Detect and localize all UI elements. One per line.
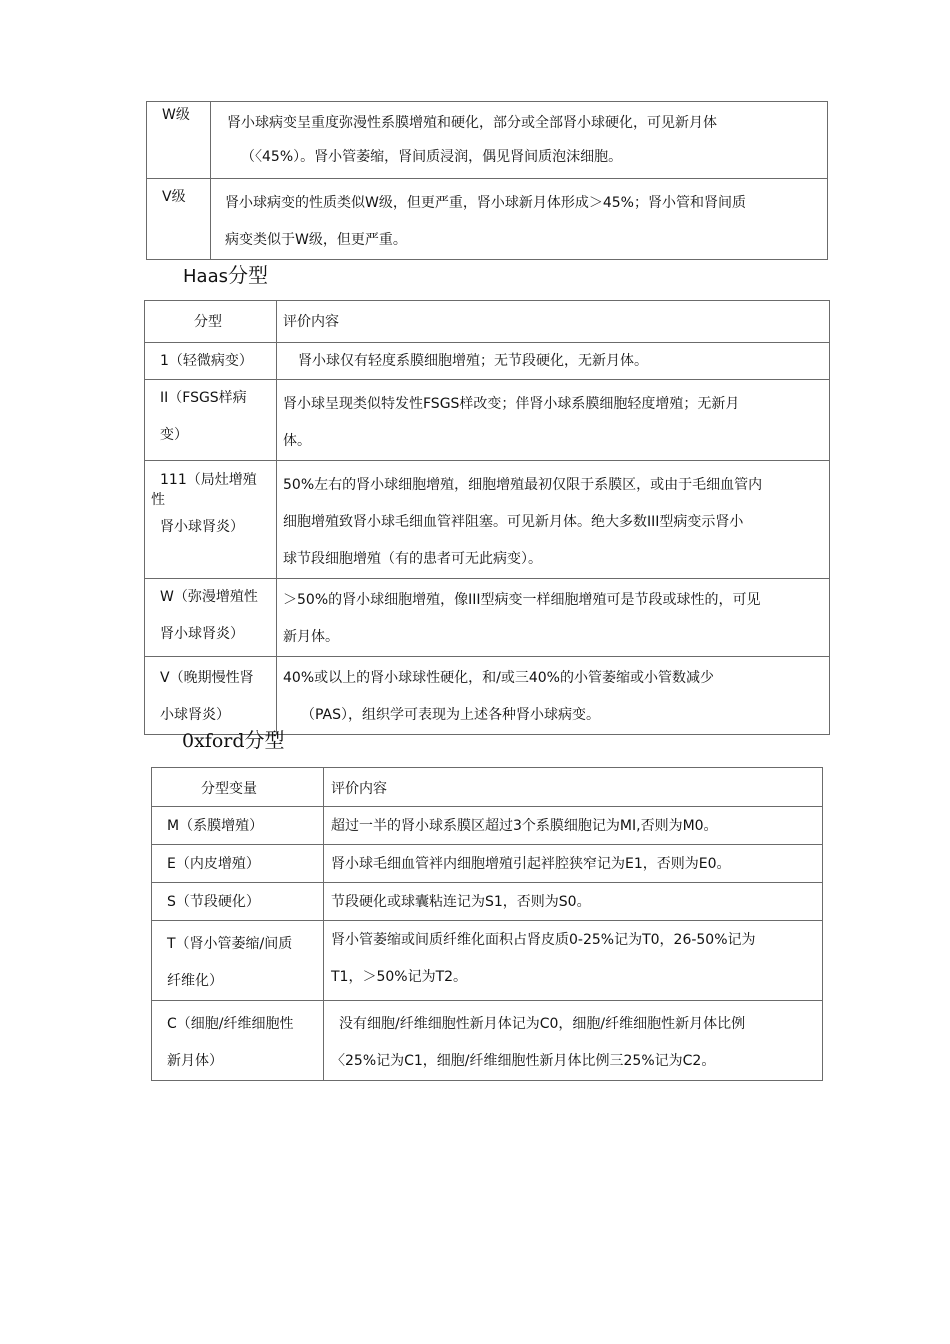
desc-cell-line: 球节段细胞增殖（有的患者可无此病变）。: [283, 551, 542, 567]
grade-table: [146, 101, 828, 260]
type-cell-line: V（晚期慢性肾: [160, 670, 254, 686]
section-title-haas: [183, 259, 268, 288]
var-cell-line: E（内皮增殖）: [167, 856, 260, 872]
table-row: [152, 1001, 823, 1081]
var-cell-line: 新月体）: [167, 1053, 223, 1069]
grade-desc-line: 病变类似于W级，但更严重。: [225, 232, 407, 248]
type-cell-line: 肾小球肾炎）: [160, 519, 244, 535]
grade-label: W级: [162, 107, 190, 123]
table-row: [145, 380, 830, 461]
table-row: [145, 461, 830, 579]
section-title-prefix: Haas: [183, 266, 228, 287]
desc-cell-line: 50%左右的肾小球细胞增殖，细胞增殖最初仅限于系膜区，或由于毛细血管内: [283, 477, 763, 493]
desc-cell-line: 细胞增殖致肾小球毛细血管袢阻塞。可见新月体。绝大多数III型病变示肾小: [283, 514, 744, 530]
column-header: 评价内容: [331, 781, 387, 797]
desc-cell-line: 体。: [283, 433, 311, 449]
grade-desc-line: 肾小球病变的性质类似W级，但更严重，肾小球新月体形成＞45%；肾小管和肾间质: [225, 195, 746, 211]
column-header: 分型: [194, 314, 222, 330]
table-row: [145, 657, 830, 735]
desc-cell-line: （PAS），组织学可表现为上述各种肾小球病变。: [301, 707, 601, 723]
section-title-suffix: 分型: [227, 263, 268, 287]
table-header-row: [145, 301, 830, 343]
desc-cell-line: 没有细胞/纤维细胞性新月体记为C0，细胞/纤维细胞性新月体比例: [339, 1016, 746, 1032]
column-header: 评价内容: [283, 314, 339, 330]
desc-cell-line: 肾小球毛细血管袢内细胞增殖引起袢腔狭窄记为E1，否则为E0。: [331, 856, 731, 872]
desc-cell-line: 肾小球呈现类似特发性FSGS样改变；伴肾小球系膜细胞轻度增殖；无新月: [283, 396, 740, 412]
desc-cell-line: 肾小管萎缩或间质纤维化面积占肾皮质0-25%记为T0，26-50%记为: [331, 932, 756, 948]
type-cell-line: 性: [151, 492, 165, 508]
desc-cell-line: 〈25%记为C1，细胞/纤维细胞性新月体比例三25%记为C2。: [331, 1053, 716, 1069]
table-row: [145, 579, 830, 657]
grade-desc-line: 肾小球病变呈重度弥漫性系膜增殖和硬化，部分或全部肾小球硬化，可见新月体: [227, 115, 717, 131]
table-header-row: [152, 768, 823, 807]
haas-table: [144, 300, 830, 735]
section-title-prefix: 0xford: [182, 730, 245, 752]
desc-cell-line: 肾小球仅有轻度系膜细胞增殖；无节段硬化，无新月体。: [298, 353, 648, 369]
type-cell-line: 1（轻微病变）: [160, 353, 253, 369]
table-row: [152, 921, 823, 1001]
var-cell-line: S（节段硬化）: [167, 894, 260, 910]
desc-cell-line: 40%或以上的肾小球球性硬化，和/或三40%的小管萎缩或小管数减少: [283, 670, 714, 686]
var-cell-line: C（细胞/纤维细胞性: [167, 1016, 294, 1032]
column-header: 分型变量: [201, 781, 257, 797]
table-row: [152, 807, 823, 845]
table-row: [152, 883, 823, 921]
desc-cell-line: 节段硬化或球囊粘连记为S1，否则为S0。: [331, 894, 591, 910]
desc-cell-line: 超过一半的肾小球系膜区超过3个系膜细胞记为MI,否则为M0。: [331, 818, 718, 834]
desc-cell-line: ＞50%的肾小球细胞增殖，像III型病变一样细胞增殖可是节段或球性的，可见: [283, 592, 761, 608]
section-title-oxford: [182, 724, 285, 753]
var-cell-line: T（肾小管萎缩/间质: [167, 936, 293, 952]
type-cell-line: 小球肾炎）: [160, 707, 230, 723]
table-row: [147, 102, 828, 179]
type-cell-line: 肾小球肾炎）: [160, 626, 244, 642]
type-cell-line: 变）: [160, 427, 188, 443]
table-row: [145, 343, 830, 380]
desc-cell-line: 新月体。: [283, 629, 339, 645]
grade-desc-line: （〈45%）。肾小管萎缩，肾间质浸润，偶见肾间质泡沫细胞。: [241, 149, 623, 165]
table-row: [152, 845, 823, 883]
grade-label: V级: [162, 189, 186, 205]
table-row: [147, 179, 828, 260]
var-cell-line: 纤维化）: [167, 973, 223, 989]
section-title-suffix: 分型: [244, 728, 285, 752]
desc-cell-line: T1，＞50%记为T2。: [331, 969, 468, 985]
type-cell-line: II（FSGS样病: [160, 390, 247, 406]
var-cell-line: M（系膜增殖）: [167, 818, 264, 834]
type-cell-line: 111（局灶增殖: [160, 472, 257, 488]
oxford-table: [151, 767, 823, 1081]
type-cell-line: W（弥漫增殖性: [160, 589, 258, 605]
